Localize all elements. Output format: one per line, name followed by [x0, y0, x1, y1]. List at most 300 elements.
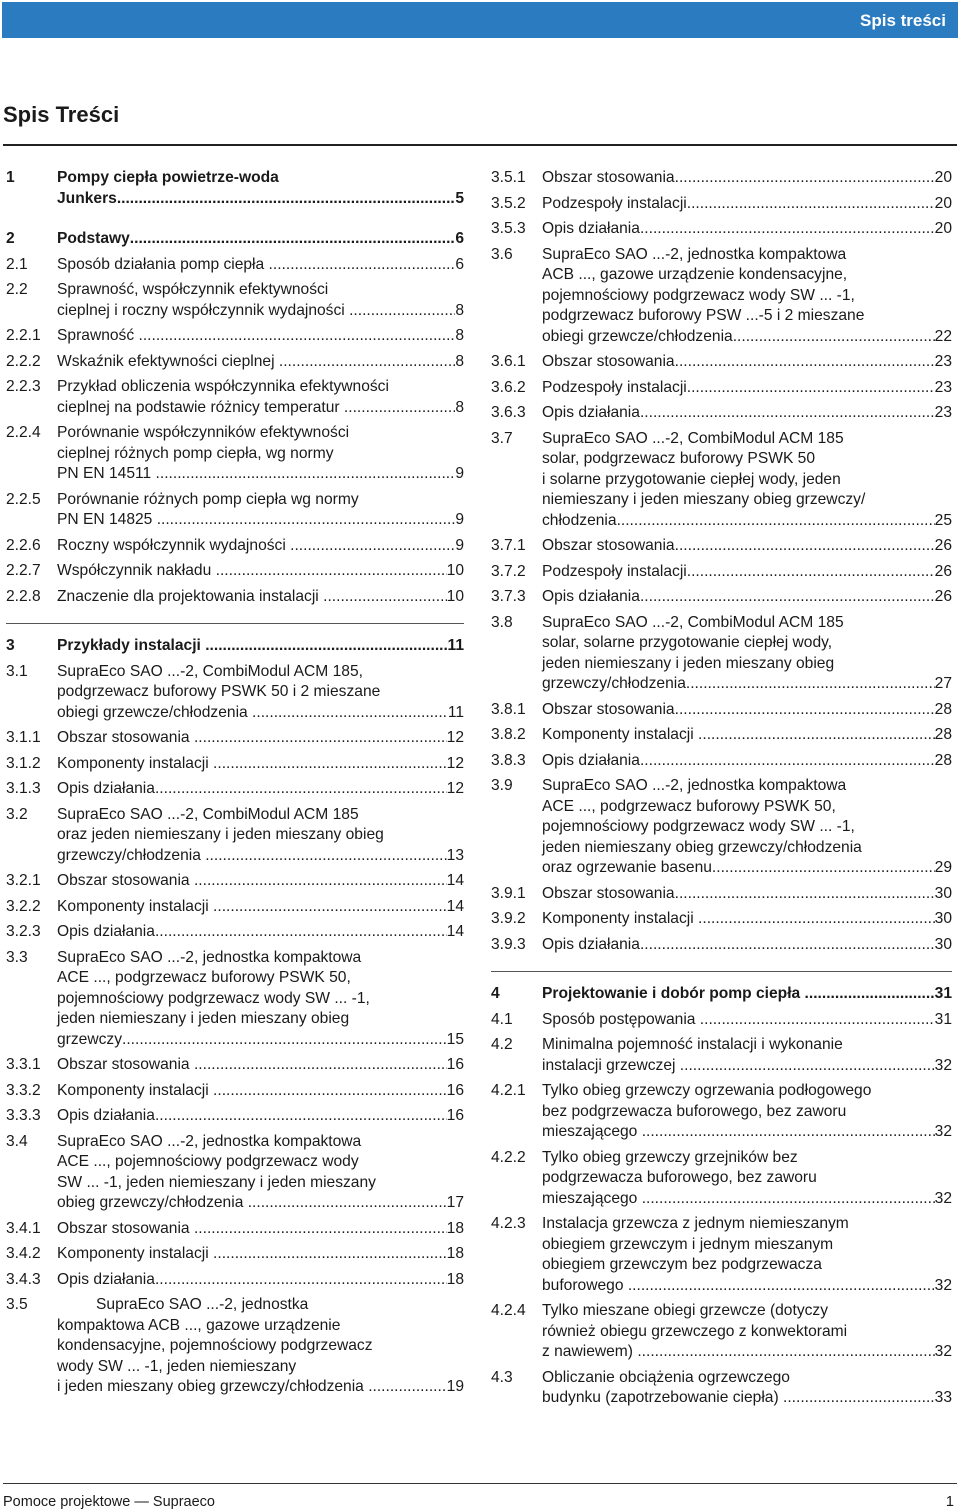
- toc-entry-number: 3.8: [491, 613, 513, 631]
- toc-entry-page: 23: [934, 404, 952, 421]
- toc-entry[interactable]: [491, 245, 952, 348]
- toc-entry[interactable]: [491, 562, 952, 583]
- dot-leader: [213, 1081, 447, 1102]
- dot-leader: [698, 909, 935, 930]
- toc-entry-title: SW ... -1, jeden niemieszany i jeden mieszany: [57, 1173, 376, 1191]
- toc-entry-title: SupraEco SAO ...-2, jednostka: [57, 1296, 309, 1313]
- toc-entry[interactable]: [491, 1148, 952, 1210]
- toc-entry-title: obiegiem grzewczym i jednym mieszanym: [542, 1235, 834, 1253]
- toc-entry[interactable]: [491, 700, 952, 721]
- toc-entry-page: 26: [934, 537, 952, 554]
- toc-entry-title: Opis działania: [542, 220, 640, 237]
- dot-leader: [323, 587, 447, 608]
- toc-entry-title: instalacji grzewczej: [542, 1056, 680, 1074]
- toc-entry[interactable]: [6, 805, 464, 867]
- toc-entry-title: Obszar stosowania: [57, 872, 194, 889]
- toc-entry-title: solar, podgrzewacz buforowy PSWK 50: [542, 450, 816, 467]
- dot-leader: [155, 1270, 447, 1291]
- toc-entry-number: 1: [6, 169, 15, 186]
- dot-leader: [194, 1219, 447, 1240]
- toc-entry-number: 2: [6, 230, 15, 247]
- toc-entry-title: Opis działania: [57, 780, 155, 797]
- toc-entry-title: Sposób działania pomp ciepła: [57, 255, 269, 273]
- toc-entry-title: niemieszany i jeden mieszany obieg grzewczy/: [542, 491, 866, 508]
- toc-entry[interactable]: [491, 1081, 952, 1143]
- toc-entry-title: Junkers: [57, 189, 117, 207]
- toc-right-column: [491, 168, 952, 1414]
- toc-entry-title: Przykład obliczenia współczynnika efektywności: [57, 378, 389, 395]
- toc-entry[interactable]: [491, 1010, 952, 1031]
- toc-entry[interactable]: [6, 1106, 464, 1127]
- toc-entry-page: 27: [934, 675, 952, 692]
- dot-leader: [269, 255, 456, 276]
- toc-entry[interactable]: [6, 326, 464, 347]
- toc-entry-page: 29: [934, 859, 952, 876]
- toc-entry-page: 6: [455, 230, 464, 247]
- toc-entry-title: jeden niemieszany i jeden mieszany obieg: [57, 1010, 350, 1027]
- dot-leader: [155, 779, 447, 800]
- toc-entry[interactable]: [6, 423, 464, 485]
- toc-entry[interactable]: [491, 219, 952, 240]
- toc-entry-page: 30: [934, 884, 952, 902]
- toc-entry-number: 2.2.1: [6, 327, 41, 344]
- toc-entry[interactable]: [6, 1244, 464, 1265]
- toc-entry[interactable]: [6, 587, 464, 608]
- toc-entry-page: 26: [934, 588, 952, 605]
- footer-text: Pomoce projektowe — Supraeco: [3, 1494, 215, 1510]
- toc-entry-page: 11: [447, 703, 464, 721]
- toc-entry-page: 8: [455, 327, 464, 344]
- toc-entry-title: jeden niemieszany i jeden mieszany obieg: [542, 654, 835, 672]
- toc-entry-title: mieszającego: [542, 1123, 642, 1140]
- dot-leader: [617, 511, 935, 532]
- toc-entry-page: 9: [455, 511, 464, 528]
- toc-entry-page: 5: [455, 189, 464, 207]
- toc-entry[interactable]: [491, 984, 952, 1005]
- toc-entry[interactable]: [6, 662, 464, 724]
- toc-entry[interactable]: [491, 352, 952, 373]
- toc-entry-page: 8: [455, 352, 464, 370]
- toc-entry[interactable]: [491, 536, 952, 557]
- toc-entry-number: 4.2.3: [491, 1215, 526, 1232]
- toc-entry-title: Obszar stosowania: [542, 353, 675, 370]
- toc-entry[interactable]: [491, 194, 952, 215]
- dot-leader: [157, 510, 456, 531]
- toc-entry-title: Obliczanie obciążenia ogrzewczego: [542, 1368, 790, 1386]
- toc-entry-title: Obszar stosowania: [542, 169, 675, 186]
- toc-entry[interactable]: [6, 728, 464, 749]
- toc-entry-title: Pompy ciepła powietrze-woda: [57, 169, 279, 186]
- toc-entry[interactable]: [6, 168, 464, 209]
- toc-entry-number: 3.4.2: [6, 1245, 41, 1262]
- toc-entry-title: i jeden mieszany obieg grzewczy/chłodzenia: [57, 1378, 369, 1395]
- dot-leader: [712, 858, 935, 879]
- toc-entry-page: 14: [446, 923, 464, 940]
- dot-leader: [344, 398, 455, 419]
- toc-entry-title: pojemnościowy podgrzewacz wody SW ... -1,: [542, 286, 855, 304]
- toc-entry-number: 2.2: [6, 281, 28, 298]
- toc-entry-title: ACE ..., podgrzewacz buforowy PSWK 50,: [542, 797, 836, 815]
- toc-entry-number: 4: [491, 985, 500, 1002]
- toc-entry-title: pojemnościowy podgrzewacz wody SW ... -1,: [542, 818, 855, 835]
- toc-entry[interactable]: [491, 378, 952, 399]
- toc-entry-number: 3.8.1: [491, 700, 526, 718]
- page-number: 1: [945, 1494, 954, 1510]
- toc-entry-page: 12: [446, 780, 464, 797]
- toc-entry-number: 3.4: [6, 1132, 28, 1150]
- dot-leader: [213, 897, 447, 918]
- toc-entry-number: 2.2.8: [6, 587, 41, 605]
- dot-leader: [194, 1055, 447, 1076]
- toc-entry[interactable]: [6, 871, 464, 892]
- toc-entry[interactable]: [491, 1214, 952, 1296]
- dot-leader: [675, 352, 935, 373]
- toc-entry-title: Podzespoły instalacji: [542, 378, 687, 396]
- toc-entry-page: 31: [934, 985, 952, 1002]
- toc-entry-title: Przykłady instalacji: [57, 637, 206, 654]
- toc-entry-page: 28: [934, 726, 952, 743]
- toc-entry[interactable]: [6, 779, 464, 800]
- toc-entry[interactable]: [6, 255, 464, 276]
- dot-leader: [216, 561, 447, 582]
- toc-entry-title: Komponenty instalacji: [542, 726, 699, 743]
- toc-entry-title: Opis działania: [542, 588, 640, 605]
- toc-entry-page: 30: [934, 935, 952, 953]
- toc-entry[interactable]: [6, 536, 464, 557]
- toc-entry[interactable]: [6, 754, 464, 775]
- toc-entry-title: grzewczy/chłodzenia: [57, 846, 206, 864]
- dot-leader: [640, 403, 935, 424]
- toc-entry-page: 26: [934, 562, 952, 580]
- dot-leader: [130, 229, 456, 250]
- toc-entry-page: 16: [446, 1056, 464, 1073]
- toc-entry-number: 3.1.2: [6, 754, 41, 772]
- toc-entry-title: Komponenty instalacji: [57, 1245, 214, 1262]
- toc-entry-title: Opis działania: [542, 404, 640, 421]
- dot-leader: [680, 1056, 935, 1077]
- dot-leader: [252, 703, 448, 724]
- toc-entry-title: Opis działania: [542, 751, 640, 769]
- toc-entry-title: Porównanie różnych pomp ciepła wg normy: [57, 490, 359, 508]
- toc-entry-number: 2.2.4: [6, 424, 41, 441]
- toc-entry-page: 11: [447, 637, 464, 654]
- toc-entry-number: 3.6: [491, 245, 513, 263]
- toc-entry-title: podgrzewacz buforowy PSWK 50 i 2 mieszane: [57, 683, 381, 700]
- toc-entry-title: Porównanie współczynników efektywności: [57, 424, 350, 441]
- dot-leader: [640, 751, 935, 772]
- toc-entry-title: Tylko obieg grzewczy grzejników bez: [542, 1148, 798, 1166]
- toc-entry-page: 19: [446, 1378, 464, 1395]
- toc-entry-title: kompaktowa ACB ..., gazowe urządzenie: [57, 1316, 341, 1334]
- toc-entry[interactable]: [6, 636, 464, 657]
- toc-entry[interactable]: [6, 948, 464, 1051]
- dot-leader: [194, 871, 447, 892]
- toc-entry[interactable]: [491, 1368, 952, 1409]
- toc-entry-number: 3.7.3: [491, 588, 526, 605]
- toc-entry-title: Współczynnik nakładu: [57, 562, 216, 579]
- toc-entry[interactable]: [6, 229, 464, 250]
- dot-leader: [213, 754, 447, 775]
- toc-entry-number: 3: [6, 637, 15, 654]
- toc-entry-number: 3.6.2: [491, 378, 526, 396]
- dot-leader: [805, 984, 935, 1005]
- toc-entry-title: również obiegu grzewczego z konwektorami: [542, 1322, 848, 1340]
- toc-entry-title: Komponenty instalacji: [542, 910, 699, 927]
- toc-entry-title: Obszar stosowania: [542, 884, 675, 902]
- toc-entry-number: 3.7: [491, 429, 513, 447]
- toc-entry-page: 14: [446, 872, 464, 889]
- toc-entry-number: 3.2.1: [6, 872, 41, 889]
- toc-entry-title: Roczny współczynnik wydajności: [57, 536, 291, 554]
- toc-entry-page: 22: [934, 327, 952, 345]
- toc-entry-page: 18: [446, 1270, 464, 1288]
- toc-entry-title: ACE ..., podgrzewacz buforowy PSWK 50,: [57, 969, 351, 986]
- toc-entry-number: 3.9.3: [491, 935, 526, 953]
- toc-entry-page: 8: [455, 398, 464, 416]
- toc-entry-page: 8: [455, 301, 464, 319]
- toc-entry-page: 23: [934, 378, 952, 396]
- dot-leader: [686, 674, 935, 695]
- dot-leader: [156, 464, 456, 485]
- toc-entry-title: cieplnej i roczny współczynnik wydajności: [57, 301, 350, 319]
- dot-leader: [248, 1193, 447, 1214]
- toc-entry-number: 3.7.1: [491, 537, 526, 554]
- toc-entry[interactable]: [491, 403, 952, 424]
- toc-entry-page: 33: [934, 1389, 952, 1406]
- toc-entry-title: pojemnościowy podgrzewacz wody SW ... -1,: [57, 989, 370, 1007]
- toc-entry-number: 3.5.1: [491, 169, 526, 186]
- toc-entry[interactable]: [491, 429, 952, 532]
- toc-entry-title: kondensacyjne, pojemnościowy podgrzewacz: [57, 1337, 373, 1354]
- toc-entry-page: 18: [446, 1219, 464, 1237]
- dot-leader: [349, 301, 455, 322]
- toc-entry-number: 2.2.5: [6, 490, 41, 508]
- dot-leader: [687, 562, 935, 583]
- toc-entry-number: 4.3: [491, 1368, 513, 1386]
- toc-entry[interactable]: [491, 168, 952, 189]
- toc-entry[interactable]: [6, 1081, 464, 1102]
- toc-entry[interactable]: [6, 922, 464, 943]
- toc-entry-number: 3.3.2: [6, 1081, 41, 1099]
- toc-entry-title: Opis działania: [57, 1107, 155, 1124]
- toc-entry-page: 28: [934, 751, 952, 769]
- toc-entry-title: podgrzewacz buforowy PSW ...-5 i 2 mieszane: [542, 307, 865, 324]
- toc-entry-title: obiegiem grzewczym bez podgrzewacza: [542, 1256, 822, 1273]
- toc-entry-title: Sposób postępowania: [542, 1010, 700, 1028]
- chapter-divider: [6, 623, 464, 624]
- toc-entry-number: 2.2.6: [6, 536, 41, 554]
- dot-leader: [700, 1010, 935, 1031]
- toc-entry[interactable]: [6, 377, 464, 418]
- toc-entry-page: 25: [934, 511, 952, 529]
- toc-entry[interactable]: [6, 897, 464, 918]
- toc-entry-title: Minimalna pojemność instalacji i wykonanie: [542, 1036, 843, 1053]
- toc-entry-title: PN EN 14825: [57, 511, 157, 528]
- toc-entry-title: i solarne przygotowanie ciepłej wody, jeden: [542, 470, 841, 488]
- toc-entry-page: 9: [455, 465, 464, 482]
- toc-entry[interactable]: [6, 490, 464, 531]
- toc-entry-title: Znaczenie dla projektowania instalacji: [57, 587, 324, 605]
- toc-entry[interactable]: [6, 561, 464, 582]
- toc-entry-page: 16: [446, 1107, 464, 1124]
- dot-leader: [675, 884, 935, 905]
- toc-entry[interactable]: [491, 751, 952, 772]
- toc-entry-page: 28: [934, 700, 952, 718]
- toc-entry-title: Sprawność: [57, 327, 139, 344]
- toc-entry-page: 30: [934, 910, 952, 927]
- dot-leader: [637, 1342, 934, 1363]
- toc-entry-number: 3.6.1: [491, 353, 526, 370]
- dot-leader: [117, 189, 456, 210]
- dot-leader: [640, 587, 935, 608]
- toc-entry-page: 12: [446, 754, 464, 772]
- dot-leader: [213, 1244, 447, 1265]
- toc-entry-page: 6: [455, 255, 464, 273]
- toc-entry-number: 4.2.4: [491, 1302, 526, 1319]
- toc-entry-title: Podzespoły instalacji: [542, 562, 687, 580]
- toc-entry[interactable]: [491, 725, 952, 746]
- toc-entry[interactable]: [491, 884, 952, 905]
- dot-leader: [675, 700, 935, 721]
- toc-entry-title: Tylko mieszane obiegi grzewcze (dotyczy: [542, 1302, 829, 1319]
- toc-entry-title: obiegi grzewcze/chłodzenia: [57, 703, 253, 721]
- toc-entry[interactable]: [6, 1055, 464, 1076]
- toc-entry[interactable]: [491, 613, 952, 695]
- toc-entry[interactable]: [491, 1301, 952, 1363]
- dot-leader: [122, 1030, 447, 1051]
- toc-entry-title: SupraEco SAO ...-2, jednostka kompaktowa: [542, 245, 847, 263]
- header-bar: [2, 2, 958, 38]
- toc-entry-title: z nawiewem): [542, 1343, 638, 1360]
- toc-entry-title: SupraEco SAO ...-2, jednostka kompaktowa: [57, 1132, 362, 1150]
- toc-entry-number: 3.5.3: [491, 220, 526, 237]
- dot-leader: [205, 846, 446, 867]
- toc-entry-title: Opis działania: [57, 923, 155, 940]
- toc-entry-number: 4.2: [491, 1036, 513, 1053]
- toc-entry-page: 20: [934, 194, 952, 212]
- toc-entry-title: Projektowanie i dobór pomp ciepła: [542, 985, 805, 1002]
- dot-leader: [640, 219, 935, 240]
- toc-entry-title: wody SW ... -1, jeden niemieszany: [57, 1357, 297, 1375]
- toc-entry[interactable]: [6, 1295, 464, 1398]
- page-title: Spis Treści: [3, 102, 120, 127]
- toc-entry-number: 4.2.2: [491, 1148, 526, 1166]
- toc-entry-number: 3.8.3: [491, 751, 526, 769]
- toc-entry[interactable]: [6, 1219, 464, 1240]
- title-divider: [3, 144, 957, 146]
- toc-entry-number: 3.7.2: [491, 562, 526, 580]
- toc-entry-number: 3.9.2: [491, 910, 526, 927]
- toc-entry-page: 32: [934, 1123, 952, 1140]
- toc-entry-number: 2.2.2: [6, 352, 41, 370]
- toc-entry-title: oraz jeden niemieszany i jeden mieszany obieg: [57, 826, 384, 843]
- toc-entry-number: 3.4.1: [6, 1219, 41, 1237]
- dot-leader: [290, 536, 455, 557]
- toc-entry[interactable]: [491, 935, 952, 956]
- footer-divider: [3, 1483, 957, 1484]
- toc-entry-page: 16: [446, 1081, 464, 1099]
- toc-entry-title: Komponenty instalacji: [57, 754, 214, 772]
- toc-entry-title: Obszar stosowania: [57, 729, 194, 746]
- toc-entry-number: 3.8.2: [491, 726, 526, 743]
- dot-leader: [138, 326, 455, 347]
- toc-entry[interactable]: [491, 776, 952, 879]
- toc-entry-page: 13: [446, 846, 464, 864]
- toc-entry-number: 2.1: [6, 255, 28, 273]
- toc-entry-number: 3.5: [6, 1296, 28, 1313]
- toc-entry-title: Obszar stosowania: [542, 700, 675, 718]
- toc-entry-title: mieszającego: [542, 1189, 642, 1207]
- toc-entry-title: oraz ogrzewanie basenu: [542, 859, 712, 876]
- dot-leader: [279, 352, 455, 373]
- toc-entry-number: 3.3.3: [6, 1107, 41, 1124]
- dot-leader: [733, 327, 935, 348]
- toc-entry-number: 3.2: [6, 805, 28, 823]
- toc-entry-title: SupraEco SAO ...-2, jednostka kompaktowa: [57, 948, 362, 966]
- dot-leader: [687, 194, 935, 215]
- toc-entry-number: 3.9.1: [491, 884, 526, 902]
- toc-entry-page: 20: [934, 169, 952, 186]
- toc-entry[interactable]: [6, 280, 464, 321]
- toc-left-column: [6, 168, 464, 1403]
- toc-entry[interactable]: [6, 1132, 464, 1214]
- toc-entry[interactable]: [491, 1035, 952, 1076]
- dot-leader: [687, 378, 935, 399]
- dot-leader: [368, 1377, 446, 1398]
- dot-leader: [783, 1388, 935, 1409]
- toc-entry-title: grzewczy: [57, 1030, 122, 1048]
- toc-entry-page: 15: [446, 1030, 464, 1048]
- toc-entry-title: cieplnej różnych pomp ciepła, wg normy: [57, 444, 334, 462]
- toc-entry-title: Obszar stosowania: [57, 1219, 194, 1237]
- toc-entry-page: 10: [446, 562, 464, 579]
- toc-entry-number: 3.3.1: [6, 1056, 41, 1073]
- dot-leader: [698, 725, 935, 746]
- dot-leader: [675, 536, 935, 557]
- dot-leader: [155, 922, 447, 943]
- toc-entry-number: 3.1: [6, 662, 28, 680]
- toc-entry[interactable]: [6, 1270, 464, 1291]
- chapter-divider: [491, 971, 952, 972]
- dot-leader: [155, 1106, 447, 1127]
- toc-entry-title: obiegi grzewcze/chłodzenia: [542, 327, 733, 345]
- toc-entry-page: 32: [934, 1056, 952, 1074]
- toc-entry-title: Komponenty instalacji: [57, 1081, 214, 1099]
- toc-entry[interactable]: [491, 909, 952, 930]
- toc-entry-page: 12: [446, 729, 464, 746]
- toc-entry[interactable]: [6, 352, 464, 373]
- toc-entry-title: Podzespoły instalacji: [542, 194, 687, 212]
- toc-entry-page: 14: [446, 897, 464, 915]
- dot-leader: [628, 1276, 935, 1297]
- toc-entry-title: cieplnej na podstawie różnicy temperatur: [57, 398, 344, 416]
- toc-entry-title: PN EN 14511: [57, 465, 156, 482]
- dot-leader: [640, 935, 935, 956]
- toc-entry-title: SupraEco SAO ...-2, jednostka kompaktowa: [542, 777, 847, 794]
- toc-entry-title: buforowego: [542, 1276, 628, 1294]
- toc-entry-title: SupraEco SAO ...-2, CombiModul ACM 185,: [57, 662, 363, 680]
- dot-leader: [675, 168, 935, 189]
- toc-entry-title: chłodzenia: [542, 511, 617, 529]
- toc-entry-title: grzewczy/chłodzenia: [542, 675, 686, 692]
- toc-entry-title: Opis działania: [542, 935, 640, 953]
- toc-entry-number: 3.1.3: [6, 780, 41, 797]
- toc-entry[interactable]: [491, 587, 952, 608]
- toc-entry-page: 32: [934, 1276, 952, 1294]
- toc-entry-number: 3.2.2: [6, 897, 41, 915]
- toc-entry-page: 17: [446, 1194, 464, 1211]
- dot-leader: [642, 1189, 935, 1210]
